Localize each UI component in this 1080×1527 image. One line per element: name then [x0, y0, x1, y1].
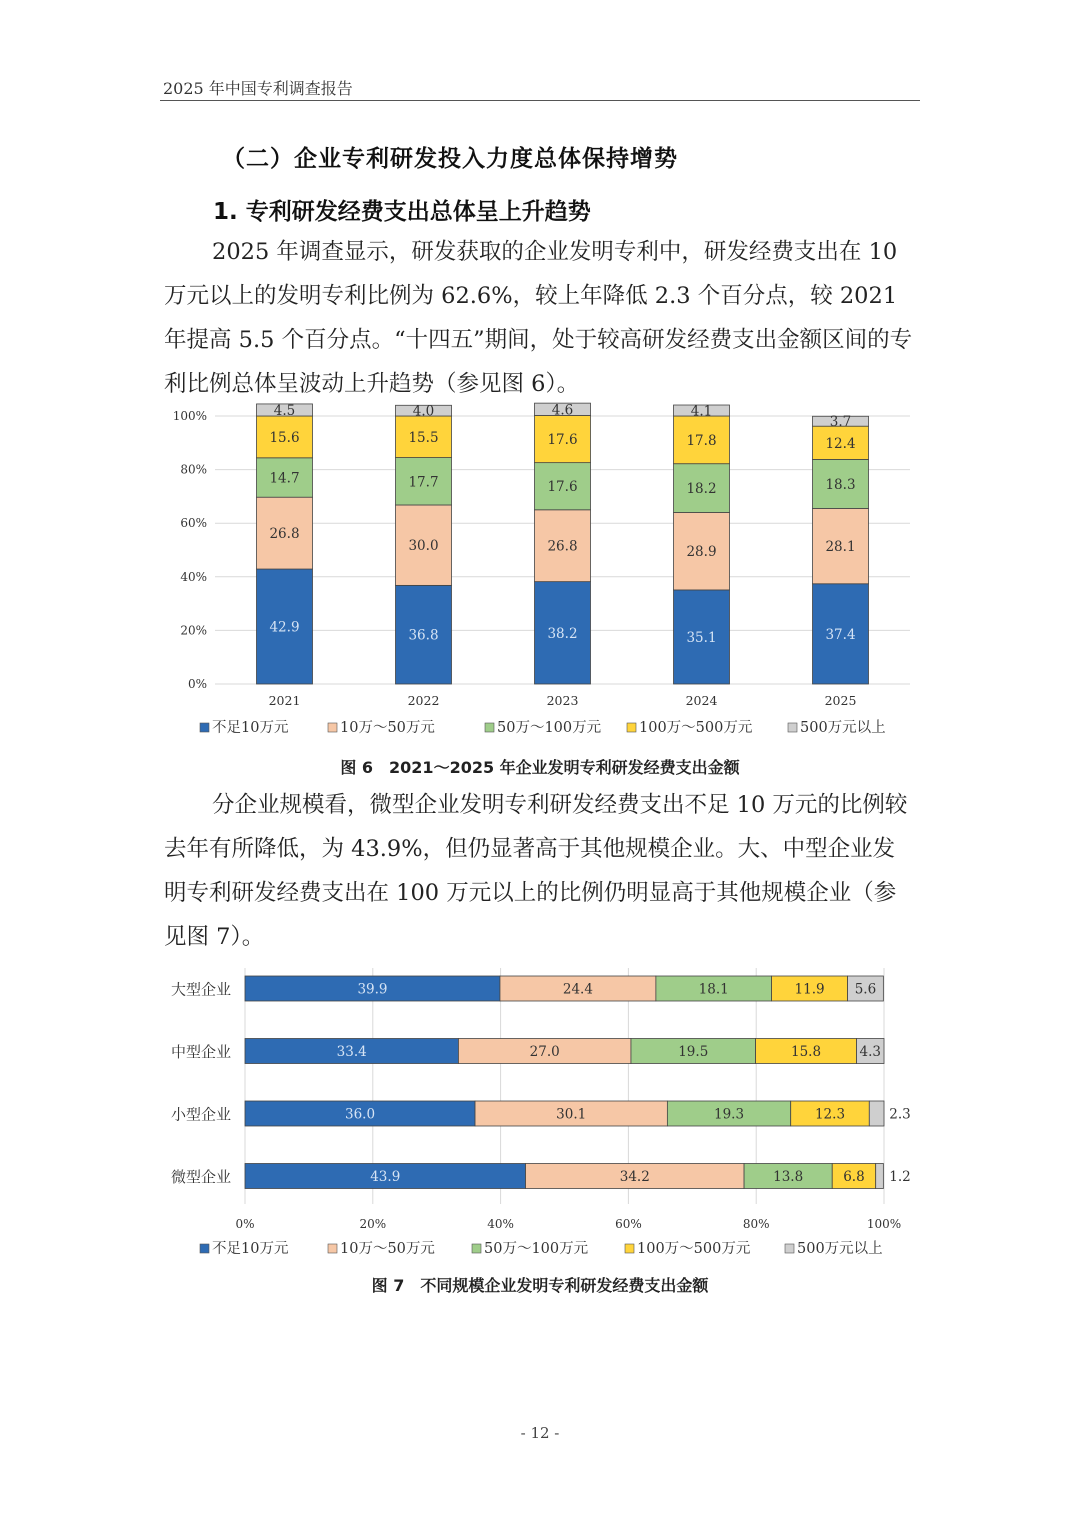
- legend-label: 100万～500万元: [639, 720, 753, 736]
- data-label: 34.2: [619, 1169, 650, 1185]
- data-label: 4.1: [690, 403, 713, 420]
- data-label: 26.8: [269, 526, 300, 543]
- data-label: 42.9: [269, 619, 300, 636]
- paragraph-1-text: 2025 年调查显示，研发获取的企业发明专利中，研发经费支出在 10 万元以上的发明专利比例为 62.6%，较上年降低 2.3 个百分点，较 2021 年提高 5.5 个百分点。“十四五”期间，处于较高研发经费支出金额区间的专利比例总体呈波动上升趋势（参见图 6）。: [164, 239, 913, 397]
- data-label: 28.9: [686, 544, 717, 561]
- data-label: 37.4: [825, 626, 856, 643]
- figure-6-caption: 图 6 2021～2025 年企业发明专利研发经费支出金额: [340, 758, 740, 777]
- data-label: 11.9: [794, 981, 825, 998]
- legend-label: 不足10万元: [212, 1241, 289, 1257]
- data-label: 4.0: [412, 403, 435, 420]
- data-label: 19.5: [678, 1044, 709, 1060]
- paragraph-2: [164, 783, 916, 959]
- paragraph-1: [164, 230, 916, 406]
- data-label: 39.9: [357, 981, 388, 998]
- legend-label: 100万～500万元: [637, 1241, 751, 1257]
- x-tick-label: 2024: [685, 693, 718, 708]
- report-header: 2025 年中国专利调查报告: [163, 79, 353, 98]
- legend-swatch: [625, 1244, 634, 1253]
- x-tick-label: 2025: [824, 693, 857, 708]
- legend-label: 10万～50万元: [340, 1241, 435, 1257]
- data-label: 28.1: [825, 539, 856, 556]
- data-label: 35.1: [686, 629, 717, 646]
- data-label: 15.6: [269, 429, 300, 446]
- data-label: 6.8: [843, 1169, 865, 1185]
- legend-label: 500万元以上: [797, 1241, 883, 1257]
- x-tick-label: 40%: [487, 1217, 514, 1231]
- y-tick-label: 100%: [172, 409, 207, 423]
- data-label: 30.0: [408, 538, 439, 555]
- data-label: 30.1: [556, 1106, 587, 1123]
- legend-swatch: [485, 723, 494, 732]
- data-label: 3.7: [829, 414, 852, 431]
- data-label: 15.8: [791, 1044, 822, 1060]
- subsection-heading: 1. 专利研发经费支出总体呈上升趋势: [213, 199, 591, 225]
- legend-swatch: [200, 1244, 209, 1253]
- data-label: 17.6: [547, 479, 578, 496]
- data-label: 14.7: [269, 470, 300, 487]
- data-label: 18.3: [825, 476, 856, 493]
- x-tick-label: 100%: [866, 1217, 902, 1231]
- data-label: 43.9: [370, 1169, 401, 1185]
- figure-7-stacked-bar-chart: [160, 968, 920, 1263]
- x-tick-label: 80%: [742, 1217, 770, 1231]
- legend-label: 不足10万元: [212, 720, 289, 736]
- data-label: 15.5: [408, 429, 439, 446]
- figure-7-caption: 图 7 不同规模企业发明专利研发经费支出金额: [371, 1276, 709, 1295]
- data-label: 17.8: [686, 432, 717, 449]
- data-label: 4.5: [273, 402, 296, 419]
- paragraph-2-text: 分企业规模看，微型企业发明专利研发经费支出不足 10 万元的比例较去年有所降低，为 43.9%，但仍显著高于其他规模企业。大、中型企业发明专利研发经费支出在 100 万元以上的比例仍明显高于其他规模企业（参见图 7）。: [164, 792, 908, 950]
- legend-label: 50万～100万元: [484, 1241, 589, 1257]
- data-label: 18.2: [686, 481, 717, 498]
- data-label: 36.8: [408, 627, 439, 644]
- x-tick-label: 60%: [615, 1217, 642, 1231]
- category-label: 中型企业: [170, 1043, 231, 1061]
- data-label: 24.4: [562, 981, 593, 998]
- legend-swatch: [788, 723, 797, 732]
- data-label: 13.8: [773, 1169, 804, 1185]
- category-label: 微型企业: [170, 1168, 231, 1186]
- data-label: 36.0: [344, 1106, 376, 1123]
- x-tick-label: 0%: [235, 1217, 255, 1231]
- legend-swatch: [472, 1244, 481, 1253]
- data-label: 2.3: [889, 1106, 911, 1123]
- data-label: 12.3: [814, 1106, 846, 1123]
- x-tick-label: 2021: [268, 693, 301, 708]
- data-label: 12.4: [825, 435, 856, 452]
- legend-swatch: [785, 1244, 794, 1253]
- data-label: 4.3: [859, 1044, 882, 1060]
- y-tick-label: 40%: [180, 569, 207, 584]
- legend-swatch: [627, 723, 636, 732]
- legend-swatch: [328, 1244, 337, 1253]
- legend-label: 500万元以上: [800, 720, 886, 736]
- data-label: 33.4: [336, 1044, 367, 1060]
- data-label: 27.0: [529, 1044, 560, 1060]
- legend-label: 10万～50万元: [340, 720, 435, 736]
- y-tick-label: 20%: [180, 623, 207, 638]
- data-label: 19.3: [714, 1106, 745, 1123]
- legend-swatch: [328, 723, 337, 732]
- category-label: 大型企业: [170, 980, 231, 999]
- y-tick-label: 60%: [180, 516, 207, 531]
- data-label: 17.6: [547, 432, 578, 449]
- bar-segment: [869, 1101, 884, 1126]
- legend-swatch: [200, 723, 209, 732]
- data-label: 17.7: [408, 474, 439, 491]
- data-label: 18.1: [698, 981, 729, 998]
- header-divider: [160, 100, 920, 101]
- y-tick-label: 80%: [180, 462, 207, 477]
- legend-label: 50万～100万元: [497, 720, 602, 736]
- y-tick-label: 0%: [187, 677, 207, 691]
- data-label: 1.2: [889, 1169, 911, 1185]
- category-label: 小型企业: [170, 1105, 231, 1124]
- x-tick-label: 2022: [407, 693, 440, 708]
- data-label: 4.6: [551, 402, 574, 419]
- figure-6-stacked-column-chart: [160, 402, 920, 747]
- x-tick-label: 20%: [359, 1217, 387, 1231]
- data-label: 26.8: [547, 538, 578, 555]
- page-number: - 12 -: [520, 1424, 560, 1442]
- x-tick-label: 2023: [546, 693, 579, 708]
- bar-segment: [876, 1164, 884, 1189]
- data-label: 38.2: [547, 625, 578, 642]
- section-heading: （二）企业专利研发投入力度总体保持增势: [222, 146, 678, 172]
- data-label: 5.6: [854, 981, 877, 998]
